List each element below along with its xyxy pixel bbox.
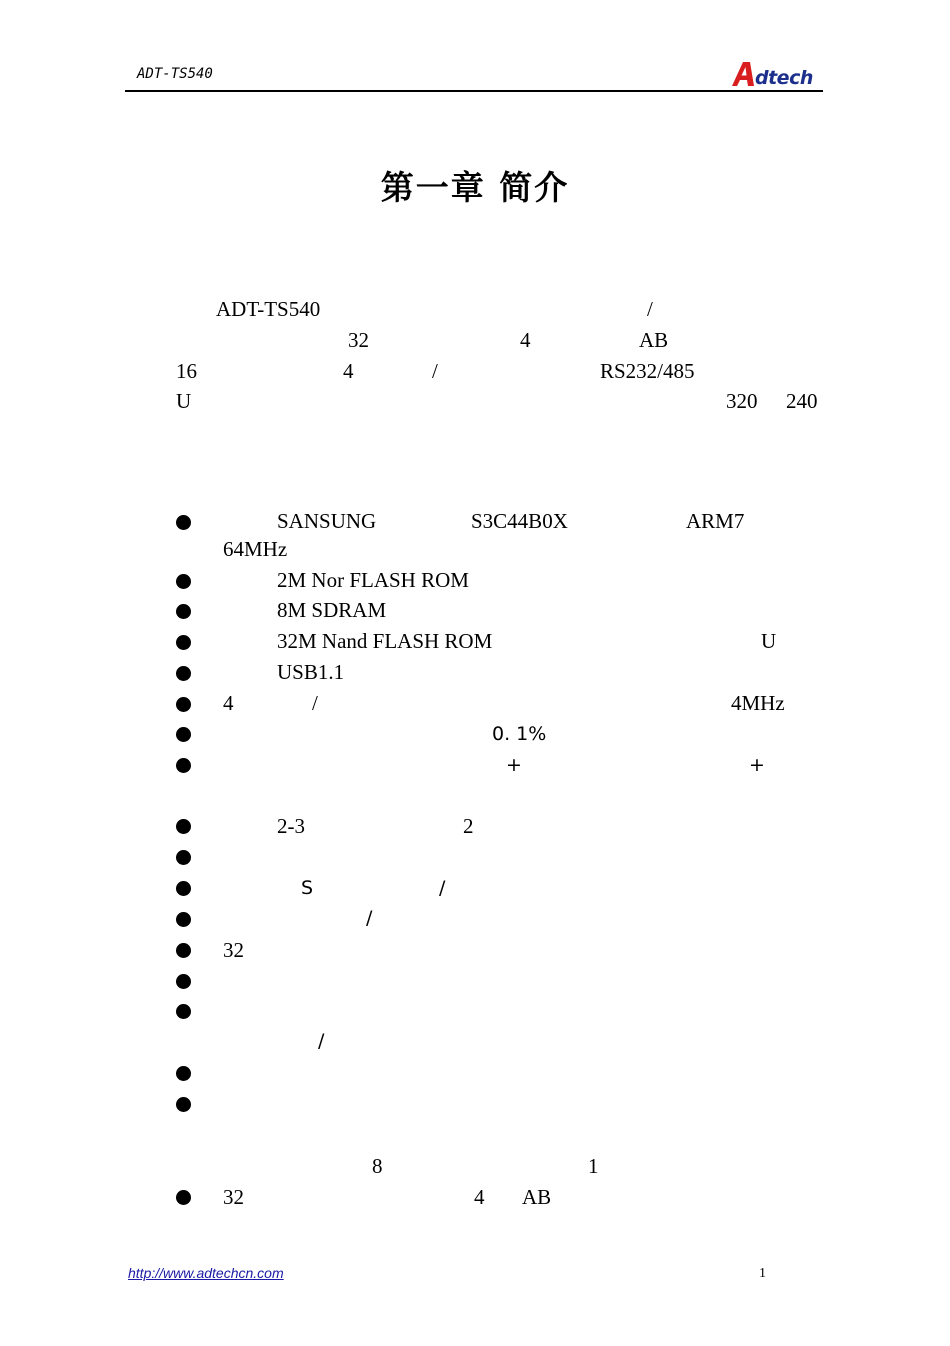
feature-last-ab: AB [522,1185,552,1209]
bullet [176,974,191,989]
bullet [176,515,191,530]
feature-nand-u: U [761,629,777,653]
bullet [176,635,191,650]
feature-s-curve: S [301,877,314,899]
bullet [176,1004,191,1019]
intro-4: 4 [520,328,531,352]
feature-nand-flash: 32M Nand FLASH ROM [277,629,493,653]
bullet [176,697,191,712]
intro-240: 240 [786,389,818,413]
feature-plus-2: + [749,754,765,776]
feature-cont-slash: / [318,1030,325,1052]
footer-website-link[interactable]: http://www.adtechcn.com [128,1265,284,1281]
feature-slash: / [366,907,373,929]
intro-32: 32 [348,328,369,352]
bullet [176,912,191,927]
intro-320: 320 [726,389,758,413]
feature-last-4: 4 [474,1185,485,1209]
feature-last-32: 32 [223,1185,244,1209]
intro-rs: RS232/485 [600,359,695,383]
feature-32: 32 [223,938,244,962]
feature-cpu-vendor: SANSUNG [277,509,377,533]
feature-cpu-model: S3C44B0X [471,509,568,533]
feature-axes-4: 4 [223,691,234,715]
feature-precision: 0. 1% [492,723,547,745]
feature-pulse-freq: 4MHz [731,691,785,715]
bullet [176,850,191,865]
feature-nor-flash: 2M Nor FLASH ROM [277,568,469,592]
bullet [176,1066,191,1081]
feature-usb: USB1.1 [277,660,345,684]
bullet [176,881,191,896]
bullet [176,758,191,773]
feature-sdram: 8M SDRAM [277,598,387,622]
intro-u: U [176,389,192,413]
feature-cpu-core: ARM7 [686,509,745,533]
feature-plus-1: + [506,754,522,776]
feature-range: 2-3 [277,814,305,838]
chapter-title: 第一章 简介 [380,168,570,207]
running-header-title: ADT-TS540 [137,66,213,82]
feature-cpu-freq: 64MHz [223,537,288,561]
intro-16: 16 [176,359,197,383]
feature-1: 1 [588,1154,599,1178]
bullet [176,819,191,834]
bullet [176,943,191,958]
bullet [176,1190,191,1205]
bullet [176,574,191,589]
page-number: 1 [759,1266,766,1281]
feature-s-slash: / [439,877,446,899]
intro-slash: / [647,297,653,321]
header-rule [125,90,823,92]
feature-axes-slash: / [312,691,318,715]
intro-ab: AB [639,328,669,352]
feature-range-2: 2 [463,814,474,838]
intro-4b: 4 [343,359,354,383]
intro-slash-2: / [432,359,438,383]
bullet [176,666,191,681]
bullet [176,604,191,619]
bullet [176,1097,191,1112]
intro-model: ADT-TS540 [216,297,321,321]
feature-8: 8 [372,1154,383,1178]
bullet [176,727,191,742]
svg-text:dtech: dtech [755,67,813,89]
